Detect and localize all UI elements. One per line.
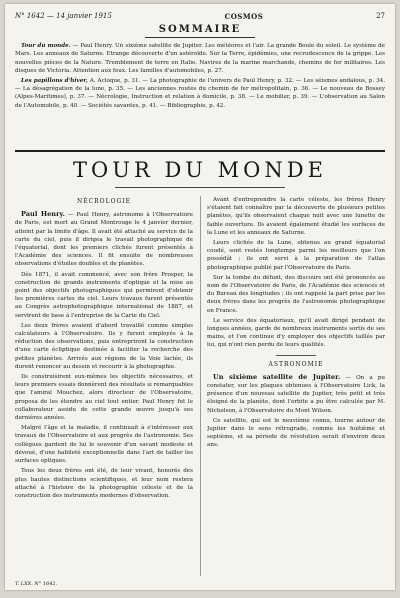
journal-page <box>5 4 395 590</box>
sommaire-lead: Les papillons d'hiver, <box>21 77 88 84</box>
article-paragraph <box>15 373 193 422</box>
article-text: Dès 1871, il avait commencé, avec son frère Prosper, la construction de grands instruments d'optique et la mise au point des objectifs photographiques qui permirent d'obtenir les premières cartes du ciel. Leurs travaux furent présentés au Congrès astrophotographique international de 1887, et servirent de base à l'entreprise de la Carte du Ciel. <box>15 271 193 319</box>
masthead <box>15 10 385 22</box>
article-paragraph <box>207 417 385 450</box>
article-text: Sur la tombe du défunt, des discours ont été prononcés au nom de l'Observatoire de Paris, de l'Académie des sciences et du Bureau des longitudes ; ils ont rappelé la part prise par les deux frères dans les progrès de l'astronomie photographique en France. <box>207 274 385 314</box>
left-column <box>15 196 193 581</box>
article-text: — Paul Henry, astronome à l'Observatoire de Paris, est mort au Grand Montrouge le 4 janvier dernier, atteint par la limite d'âge. Il avait été attaché au service de la carte du ciel, puis il dirigea le travail photographique de l'équatorial, dont les premiers clichés furent présentés à l'Académie des sciences. Il fit ensuite de nombreuses observations d'étoiles doubles et de planètes. <box>15 212 193 268</box>
article-text: — On a pu constater, sur les plaques obtenues à l'Observatoire Lick, la présence d'un nouveau satellite de Jupiter, très petit et très éloigné de la planète, dont l'orbite a pu être calculée par M. Nicholson, à l'Observatoire du Mont Wilson. <box>207 374 385 414</box>
sommaire-paragraph <box>15 42 385 76</box>
sommaire-body <box>15 42 385 144</box>
article-paragraph <box>207 274 385 315</box>
column-divider <box>200 196 201 576</box>
article-text: Tous les deux frères ont été, de leur vivant, honorés des plus hautes distinctions scientifiques, et leur nom restera attaché à l'histoire de la photographie céleste et de la construction des instruments modernes d'observation. <box>15 468 193 499</box>
article-paragraph <box>207 373 385 415</box>
article-lead: Un sixième satellite de Jupiter. <box>213 372 341 381</box>
sommaire-text: — Paul Henry. Un sixième satellite de Jupiter. Les météores et l'air. La grande Boule du soleil. Le système de Mars. Les anneaux de Saturne. Etrange découverte d'un astéroïde. Sur la Terre, épidémies, une recrudescence de la grippe. Les nouvelles pièces de la Nature. Tremblement de terre en Italie. Navires de la marine marchande, chemins de fer militaires. Les disques de Victoria. Attention aux feux. Les familles d'automobiles, p. 27. <box>15 43 385 75</box>
article-lead: Paul Henry. <box>21 210 65 219</box>
article-paragraph <box>15 467 193 500</box>
sommaire-heading: SOMMAIRE <box>158 24 242 35</box>
right-column <box>207 196 385 581</box>
article-text: Avant d'entreprendre la carte céleste, les frères Henry s'étaient fait connaître par la découverte de plusieurs petites planètes, qu'ils observaient chaque nuit avec une lunette de faible ouverture. Ils avaient également étudié les surfaces de la Lune et les anneaux de Saturne. <box>207 197 385 236</box>
article-paragraph <box>207 196 385 237</box>
article-text: Le service des équatoriaux, qu'il avait dirigé pendant de longues années, garde de nombreux instruments sortis de ses mains, et l'on continue d'y employer des objectifs taillés par lui, qui n'ont rien perdu de leurs qualités. <box>207 317 385 349</box>
article-paragraph <box>15 210 193 268</box>
volume-footer: T. LXX. N° 1642. <box>15 581 58 587</box>
article-paragraph <box>207 239 385 272</box>
article-text: Ils construisirent eux-mêmes les objectifs nécessaires, et leurs premiers essais donnèrent des résultats si remarquables que l'amiral Mouchez, alors directeur de l'Observatoire, proposa de les étendre au ciel tout entier. Paul Henry fut le collaborateur assidu de cette grande œuvre jusqu'à ses dernières années. <box>15 374 193 422</box>
sommaire-paragraph <box>15 77 385 111</box>
column-subheading: ASTRONOMIE <box>268 360 324 368</box>
sommaire-rule <box>145 37 255 38</box>
article-text: Leurs clichés de la Lune, obtenus au grand équatorial coudé, sont restés longtemps parmi les meilleurs que l'on possédât ; ils ont servi à la préparation de l'atlas photographique publié par l'Observatoire de Paris. <box>207 240 385 271</box>
article-paragraph <box>15 271 193 320</box>
section-separator <box>276 355 316 356</box>
issue-info: N° 1642 — 14 janvier 1915 <box>15 12 112 20</box>
sommaire-text: A. Acloque, p. 31. — La photographie de l'univers de Paul Henry, p. 32. — Les séismes andalous, p. 34. — La désagrégation de la lune, p. 35. — Les anciennes routes du chemin de fer métropolitain, p. 36. — Le nouveau de Bossey (Alpes-Maritimes), p. 37. — Nécrologie, Instruction et relation à domicile, p. 38. — Le mobilier, p. 39. — L'observation au Salon de l'Automobile, p. 40. — Sociétés savantes, p. 41. — Bibliographie, p. 42. <box>15 77 385 109</box>
journal-name: COSMOS <box>224 11 264 21</box>
article-text: Ce satellite, qui est le neuvième connu, tourne autour de Jupiter dans le sens rétrograde, comme les huitième et septième, et sa période de révolution serait d'environ deux ans. <box>207 417 385 449</box>
article-paragraph <box>15 424 193 465</box>
page-number: 27 <box>376 12 385 20</box>
article-text: Malgré l'âge et la maladie, il continuait à s'intéresser aux travaux de l'Observatoire et aux progrès de l'astronomie. Ses collègues gardent de lui le souvenir d'un savant modeste et dévoué, d'une habileté exceptionnelle dans l'art de tailler les surfaces optiques. <box>15 425 193 465</box>
article-paragraph <box>15 322 193 371</box>
sommaire-lead: Tour du monde. <box>21 43 71 49</box>
section-rule <box>15 150 385 152</box>
column-heading: NÉCROLOGIE <box>76 198 132 205</box>
article-paragraph <box>207 317 385 350</box>
section-title: TOUR DU MONDE <box>73 158 327 182</box>
title-underline <box>115 187 285 188</box>
article-text: Les deux frères avaient d'abord travaillé comme simples calculateurs à l'Observatoire. Ils y furent employés à la réduction des observations, puis entreprirent la construction d'une carte écliptique destinée à faciliter la recherche des petites planètes. Arrivés aux régions de la Voie lactée, ils durent renoncer au dessin et recourir à la photographie. <box>15 322 193 370</box>
